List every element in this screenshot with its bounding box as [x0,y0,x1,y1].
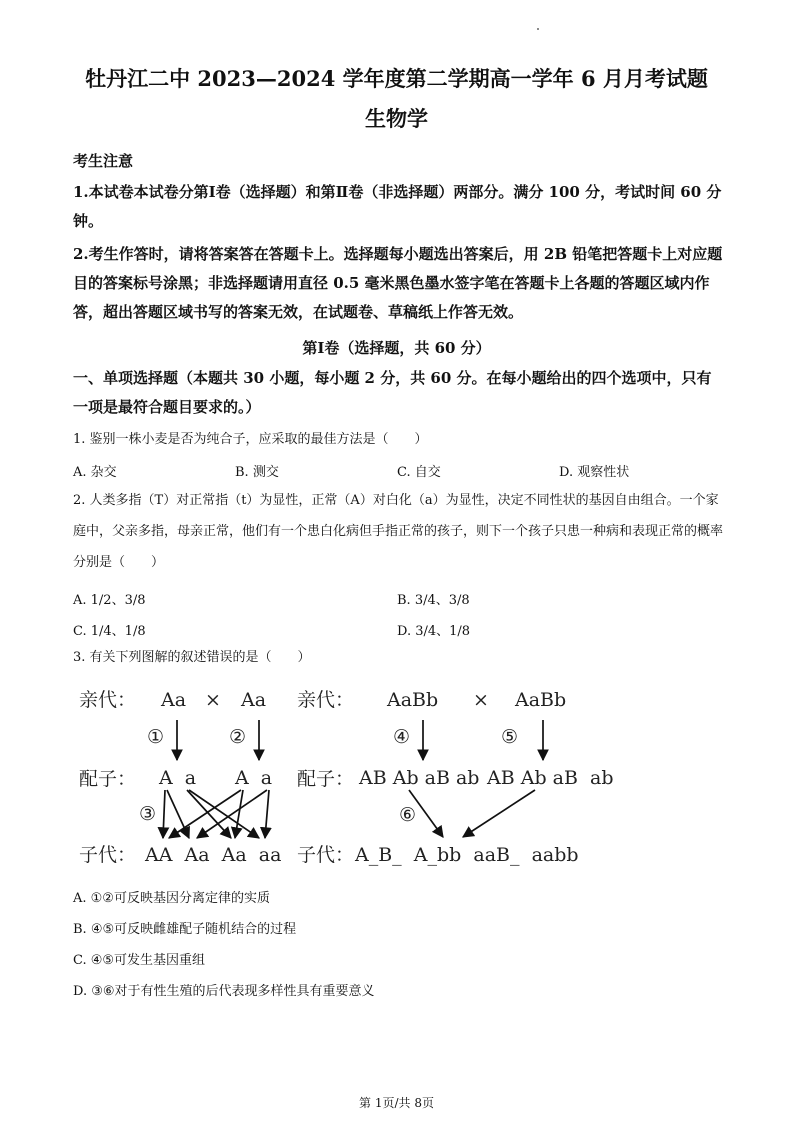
right-parent-1: AaBb [387,689,439,711]
arrow-3b [167,790,189,838]
mark-3: ③ [139,803,157,825]
q3-option-b[interactable]: B. ④⑤可反映雌雄配子随机结合的过程 [73,922,297,937]
left-parent-2: Aa [241,689,267,711]
mark-1: ① [147,726,165,748]
q3-option-a[interactable]: A. ①②可反映基因分离定律的实质 [73,891,270,906]
arrow-3f [235,790,243,838]
q2-option-d[interactable]: D. 3/4、1/8 [397,624,471,639]
q1-option-a[interactable]: A. 杂交 [73,465,117,480]
q1-option-c[interactable]: C. 自交 [397,465,441,480]
left-cross: × [205,689,221,711]
right-offspring: A_B_ A_bb aaB_ aabb [355,844,579,866]
right-gamete-label: 配子： [297,768,355,790]
exam-title: 牡丹江二中 2023—2024 学年度第二学期高一学年 6 月月考试题 [85,66,708,91]
q3-option-c[interactable]: C. ④⑤可发生基因重组 [73,953,206,968]
notice-item-2: 2.考生作答时，请将答案答在答题卡上。选择题每小题选出答案后，用 2B 铅笔把答题卡上对应题目的答案标号涂黑；非选择题请用直径 0.5 毫米黑色墨水签字笔在答题卡上各题的答题区域内作答，超出答题区域书写的答案无效，在试题卷、草稿纸上作答无效。 [73,245,723,321]
q1-option-d[interactable]: D. 观察性状 [559,465,630,480]
q3-option-d[interactable]: D. ③⑥对于有性生殖的后代表现多样性具有重要意义 [73,984,375,999]
mark-2: ② [229,726,247,748]
arrow-6b [463,790,535,837]
right-parent-2: AaBb [515,689,567,711]
notice-item-1: 1.本试卷本试卷分第Ⅰ卷（选择题）和第Ⅱ卷（非选择题）两部分。满分 100 分，考试时间 60 分钟。 [73,183,722,230]
q2-option-b[interactable]: B. 3/4、3/8 [397,593,470,608]
q1-option-b[interactable]: B. 测交 [235,465,279,480]
left-gametes-2: A a [235,767,273,789]
section-heading: 一、单项选择题（本题共 30 小题，每小题 2 分，共 60 分。在每小题给出的四个选项中，只有一项是最符合题目要求的。） [73,369,712,416]
arrow-3g [197,790,267,838]
left-gametes-1: A a [159,767,197,789]
genetics-diagram [73,680,633,870]
q2-option-a[interactable]: A. 1/2、3/8 [73,593,146,608]
question-1-stem: 1. 鉴别一株小麦是否为纯合子，应采取的最佳方法是（ ） [73,432,428,447]
mark-5: ⑤ [501,726,519,748]
notice-heading: 考生注意 [73,152,134,170]
arrow-3h [265,790,269,838]
mark-4: ④ [393,726,411,748]
left-parent-label: 亲代： [79,689,137,711]
left-gamete-label: 配子： [79,768,137,790]
right-cross: × [473,689,489,711]
right-offspring-label: 子代： [297,844,355,866]
mark-6: ⑥ [399,804,417,826]
right-parent-label: 亲代： [297,689,355,711]
question-3-stem: 3. 有关下列图解的叙述错误的是（ ） [73,650,311,665]
right-gametes-2: AB Ab aB ab [487,767,614,789]
arrow-3e [169,790,241,838]
scan-dot [537,28,539,30]
left-parent-1: Aa [161,689,187,711]
exam-subject: 生物学 [365,106,428,131]
left-offspring: AA Aa Aa aa [145,844,282,866]
arrow-3a [163,790,165,838]
page-footer: 第 1页/共 8页 [359,1096,434,1110]
right-gametes-1: AB Ab aB ab [359,767,480,789]
left-offspring-label: 子代： [79,844,137,866]
question-2-stem: 2. 人类多指（T）对正常指（t）为显性，正常（A）对白化（a）为显性，决定不同性状的基因自由组合。一个家庭中，父亲多指，母亲正常，他们有一个患白化病但手指正常的孩子，则下一个孩子只患一种病和表现正常的概率分别是（ ） [73,493,724,570]
part1-title: 第Ⅰ卷（选择题，共 60 分） [302,339,491,357]
q2-option-c[interactable]: C. 1/4、1/8 [73,624,146,639]
